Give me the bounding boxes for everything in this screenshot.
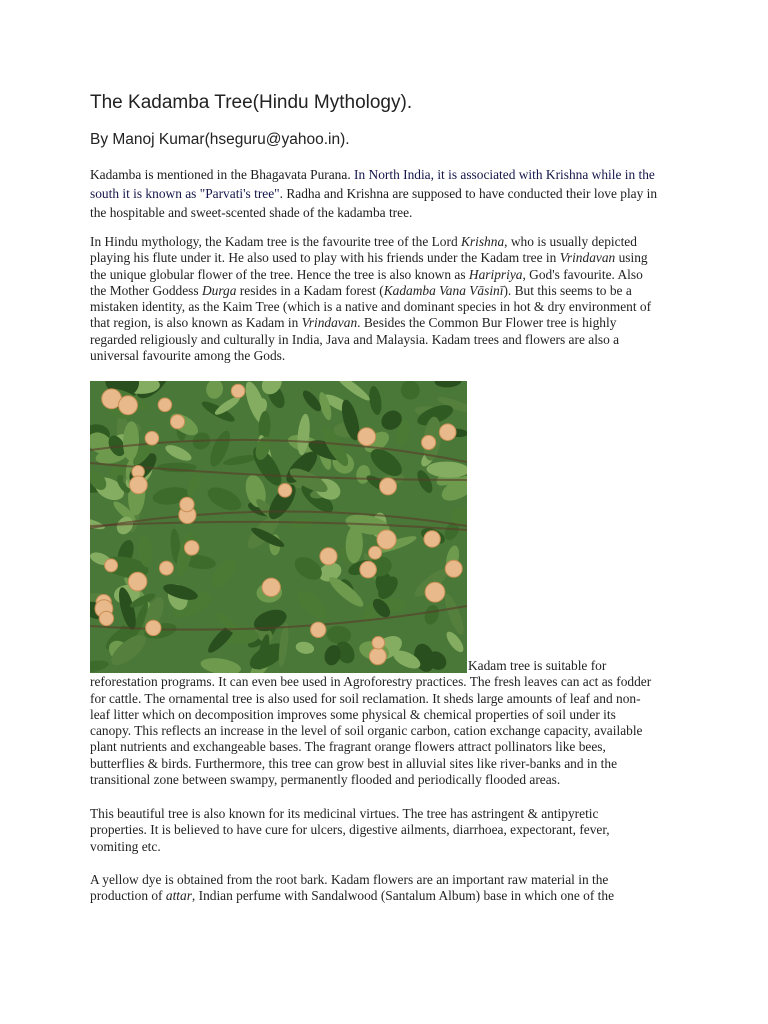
kadamba-flower-ball <box>369 546 382 559</box>
kadamba-flower-ball <box>425 582 445 602</box>
kadamba-flower-ball <box>99 611 113 625</box>
kadamba-flower-ball <box>320 548 337 565</box>
kadamba-flower-ball <box>170 415 184 429</box>
kadamba-flower-ball <box>231 384 245 398</box>
kadamba-flower-ball <box>424 531 440 547</box>
kadamba-flower-ball <box>184 541 199 556</box>
kadamba-flower-ball <box>445 560 462 577</box>
kadamba-flower-ball <box>180 497 194 511</box>
kadamba-flower-ball <box>358 428 376 446</box>
kadamba-flower-ball <box>380 478 397 495</box>
kadamba-flower-ball <box>146 620 161 635</box>
paragraph-intro: Kadamba is mentioned in the Bhagavata Purana. In North India, it is associated with Krishna while in the south it is known as "Parvati's tree". Radha and Krishna are supposed to have conducted their love play in the hospitable and sweet-scented shade of the kadamba tree. <box>90 167 658 220</box>
kadamba-flower-ball <box>159 561 173 575</box>
kadamba-flower-ball <box>360 561 377 578</box>
paragraph-dye: A yellow dye is obtained from the root bark. Kadam flowers are an important raw material in the production of attar, Indian perfume with Sandalwood (Santalum Album) base in which one of the <box>90 872 615 904</box>
kadamba-flower-ball <box>278 484 292 498</box>
kadamba-flower-ball <box>372 637 385 650</box>
kadamba-flower-ball <box>422 435 436 449</box>
paragraph-reforestation: Kadam tree is suitable for reforestation programs. It can even bee used in Agroforestry practices. The fresh leaves can act as fodder for cattle. The ornamental tree is also used for soil reclamation. It sheds large amounts of leaf and non- leaf litter which on decomposition improves some physical & chemical properties of soil under its canopy. This reflects an increase in the level of soil organic carbon, cation exchange capacity, available plant nutrients and exchangeable bases. The fragrant orange flowers attract pollinators like bees, butterflies & birds. Furthermore, this tree can grow best in alluvial sites like river-banks and in the transitional zone between swampy, permanently flooded and periodically flooded areas. <box>90 658 652 788</box>
kadamba-flower-ball <box>130 476 148 494</box>
kadamba-flower-ball <box>145 431 159 445</box>
page-title: The Kadamba Tree(Hindu Mythology). <box>90 92 413 113</box>
kadamba-flower-ball <box>128 572 147 591</box>
kadamba-tree-photo <box>90 381 467 673</box>
kadamba-flower-ball <box>377 530 396 549</box>
kadamba-flower-ball <box>158 398 172 412</box>
kadamba-flower-ball <box>311 622 326 637</box>
paragraph-mythology: In Hindu mythology, the Kadam tree is the favourite tree of the Lord Krishna, who is usually depicted playing his flute under it. He also used to play with his friends under the Kadam tree in Vrindavan using the unique globular flower of the tree. Hence the tree is also known as Haripriya, God's favourite. Also the Mother Goddess Durga resides in a Kadam forest (Kadamba Vana Vāsinī). But this seems to be a mistaken identity, as the Kaim Tree (which is a native and dominant species in hot & dry environment of that region, is also known as Kadam in Vrindavan. Besides the Common Bur Flower tree is highly regarded religiously and culturally in India, Java and Malaysia. Kadam trees and flowers are also a universal favourite among the Gods. <box>90 234 652 364</box>
kadamba-flower-ball <box>262 578 280 596</box>
author-byline: By Manoj Kumar(hseguru@yahoo.in). <box>90 131 350 148</box>
paragraph-medicinal: This beautiful tree is also known for its medicinal virtues. The tree has astringent & antipyretic properties. It is believed to have cure for ulcers, digestive ailments, diarrhoea, expectorant, fever, vomiting etc. <box>90 806 610 854</box>
kadamba-flower-ball <box>105 559 118 572</box>
kadamba-flower-ball <box>439 424 456 441</box>
kadamba-flower-ball <box>119 396 138 415</box>
kadamba-foliage-image <box>90 381 467 673</box>
